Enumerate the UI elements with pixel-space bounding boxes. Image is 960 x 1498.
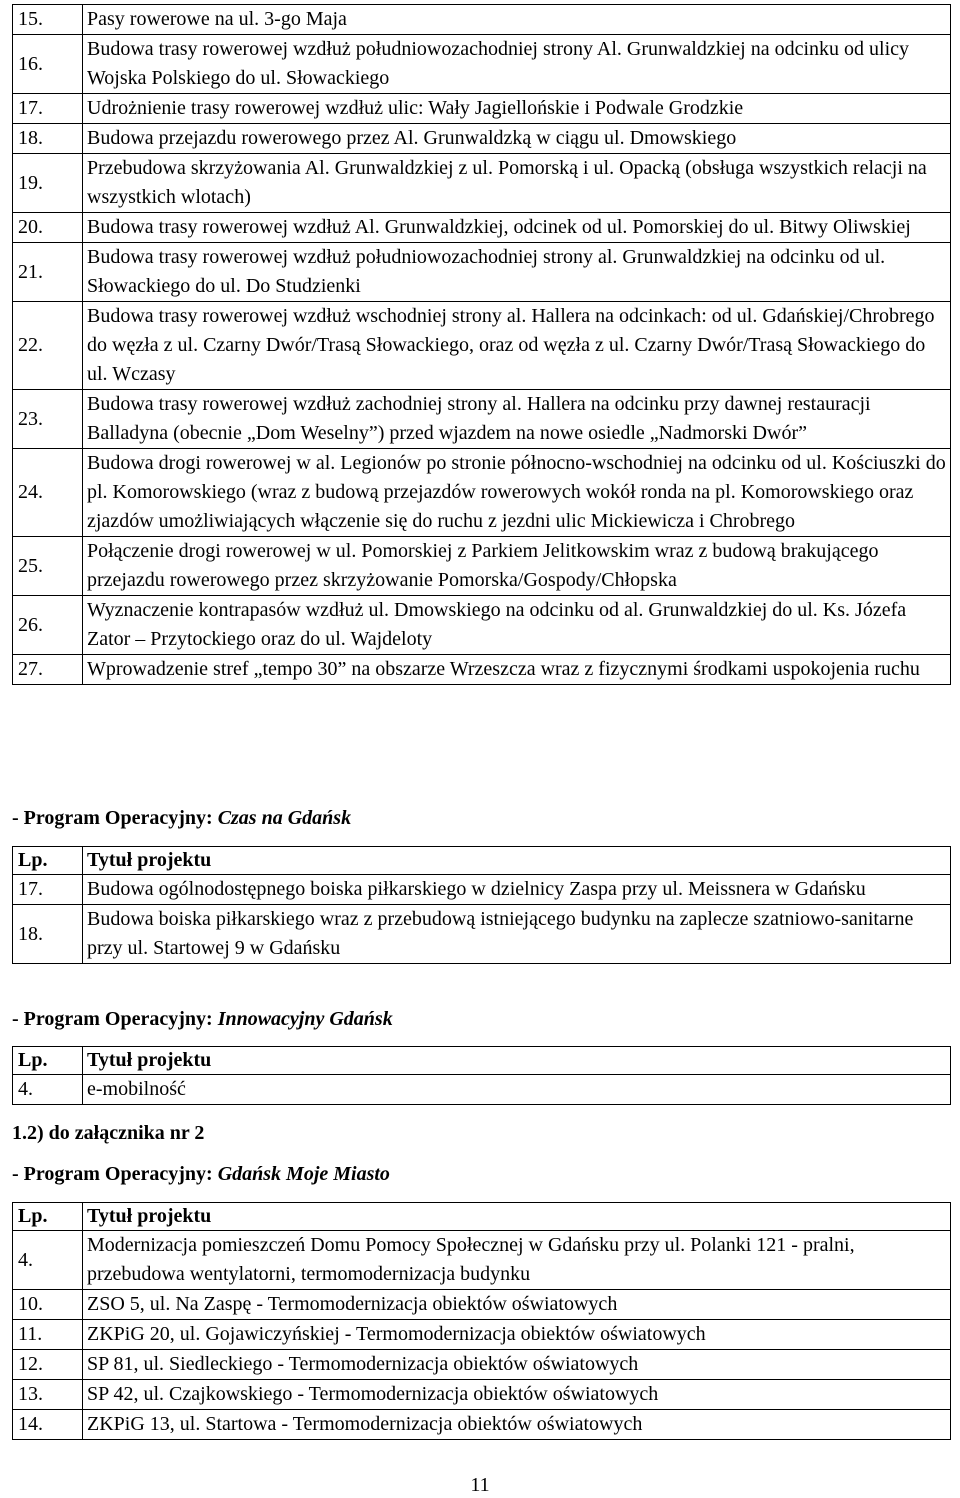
row-number: 16. — [13, 35, 83, 94]
row-number: 21. — [13, 243, 83, 302]
project-title: ZKPiG 13, ul. Startowa - Termomodernizacja obiektów oświatowych — [83, 1410, 951, 1440]
project-title: Budowa drogi rowerowej w al. Legionów po stronie północno-wschodniej na odcinku od ul. Kościuszki do pl. Komorowskiego (wraz z budową przejazdów rowerowych wokół ronda na pl. Komorowskiego oraz zjazdów umożliwiających włączenie się do ruchu z jezdni ulic Mickiewicza i Chrobrego — [83, 449, 951, 537]
project-title: ZSO 5, ul. Na Zaspę - Termomodernizacja obiektów oświatowych — [83, 1290, 951, 1320]
section-prefix: - Program Operacyjny: — [12, 807, 218, 829]
page-number: 11 — [470, 1474, 490, 1496]
header-lp: Lp. — [13, 1047, 83, 1075]
project-title: Budowa trasy rowerowej wzdłuż południowozachodniej strony Al. Grunwaldzkiej na odcinku od ulicy Wojska Polskiego do ul. Słowackiego — [83, 35, 951, 94]
table-row — [13, 596, 951, 655]
row-number: 20. — [13, 213, 83, 243]
table-row — [13, 1320, 951, 1350]
project-title: Modernizacja pomieszczeń Domu Pomocy Społecznej w Gdańsku przy ul. Polanki 121 - pralni, przebudowa wentylatorni, termomodernizacja budynku — [83, 1231, 951, 1290]
row-number: 4. — [13, 1075, 83, 1105]
header-title: Tytuł projektu — [83, 847, 951, 875]
table-row — [13, 1075, 951, 1105]
projects-table-3-body — [13, 1047, 951, 1105]
section-name: Innowacyjny Gdańsk — [217, 1008, 393, 1030]
projects-table-1 — [12, 4, 951, 685]
table-row — [13, 1380, 951, 1410]
section-heading-gdansk-moje-miasto — [12, 1160, 390, 1188]
row-number: 22. — [13, 302, 83, 390]
row-number: 26. — [13, 596, 83, 655]
project-title: Wyznaczenie kontrapasów wzdłuż ul. Dmowskiego na odcinku od al. Grunwaldzkiej do ul. Ks. Józefa Zator – Przytockiego oraz do ul. Wajdeloty — [83, 596, 951, 655]
project-title: ZKPiG 20, ul. Gojawiczyńskiej - Termomodernizacja obiektów oświatowych — [83, 1320, 951, 1350]
projects-table-4 — [12, 1202, 951, 1440]
row-number: 25. — [13, 537, 83, 596]
header-lp: Lp. — [13, 847, 83, 875]
section-prefix: - Program Operacyjny: — [12, 1008, 218, 1030]
table-row — [13, 1290, 951, 1320]
row-number: 11. — [13, 1320, 83, 1350]
table-row — [13, 1231, 951, 1290]
table-row — [13, 905, 951, 964]
table-row — [13, 5, 951, 35]
table-row — [13, 655, 951, 685]
attachment-heading: 1.2) do załącznika nr 2 — [12, 1122, 205, 1144]
project-title: e-mobilność — [83, 1075, 951, 1105]
table-row — [13, 213, 951, 243]
table-row — [13, 154, 951, 213]
project-title: Budowa trasy rowerowej wzdłuż południowozachodniej strony al. Grunwaldzkiej na odcinku od ul. Słowackiego do ul. Do Studzienki — [83, 243, 951, 302]
projects-table-3 — [12, 1046, 951, 1105]
projects-table-2 — [12, 846, 951, 964]
project-title: Budowa trasy rowerowej wzdłuż wschodniej strony al. Hallera na odcinkach: od ul. Gdańskiej/Chrobrego do węzła z ul. Czarny Dwór/Trasą Słowackiego, oraz od węzła z ul. Czarny Dwór/Trasą Słowackiego do ul. Wczasy — [83, 302, 951, 390]
table-row — [13, 94, 951, 124]
header-title: Tytuł projektu — [83, 1203, 951, 1231]
row-number: 14. — [13, 1410, 83, 1440]
row-number: 13. — [13, 1380, 83, 1410]
row-number: 23. — [13, 390, 83, 449]
table-row — [13, 35, 951, 94]
row-number: 19. — [13, 154, 83, 213]
row-number: 10. — [13, 1290, 83, 1320]
row-number: 12. — [13, 1350, 83, 1380]
table-header-row — [13, 847, 951, 875]
section-name: Gdańsk Moje Miasto — [217, 1163, 390, 1185]
row-number: 17. — [13, 875, 83, 905]
row-number: 15. — [13, 5, 83, 35]
section-prefix: - Program Operacyjny: — [12, 1163, 218, 1185]
table-row — [13, 875, 951, 905]
project-title: Budowa trasy rowerowej wzdłuż Al. Grunwaldzkiej, odcinek od ul. Pomorskiej do ul. Bitwy Oliwskiej — [83, 213, 951, 243]
header-lp: Lp. — [13, 1203, 83, 1231]
projects-table-1-body — [13, 5, 951, 685]
header-title: Tytuł projektu — [83, 1047, 951, 1075]
project-title: Udrożnienie trasy rowerowej wzdłuż ulic: Wały Jagiellońskie i Podwale Grodzkie — [83, 94, 951, 124]
project-title: Przebudowa skrzyżowania Al. Grunwaldzkiej z ul. Pomorską i ul. Opacką (obsługa wszystkich relacji na wszystkich wlotach) — [83, 154, 951, 213]
row-number: 24. — [13, 449, 83, 537]
table-header-row — [13, 1203, 951, 1231]
project-title: Budowa trasy rowerowej wzdłuż zachodniej strony al. Hallera na odcinku przy dawnej restauracji Balladyna (obecnie „Dom Weselny”) przed wjazdem na nowe osiedle „Nadmorski Dwór” — [83, 390, 951, 449]
projects-table-4-body — [13, 1203, 951, 1440]
section-name: Czas na Gdańsk — [217, 807, 352, 829]
project-title: Wprowadzenie stref „tempo 30” na obszarze Wrzeszcza wraz z fizycznymi środkami uspokojenia ruchu — [83, 655, 951, 685]
table-row — [13, 243, 951, 302]
project-title: Budowa boiska piłkarskiego wraz z przebudową istniejącego budynku na zaplecze szatniowo-sanitarne przy ul. Startowej 9 w Gdańsku — [83, 905, 951, 964]
project-title: Budowa ogólnodostępnego boiska piłkarskiego w dzielnicy Zaspa przy ul. Meissnera w Gdańsku — [83, 875, 951, 905]
row-number: 27. — [13, 655, 83, 685]
row-number: 18. — [13, 124, 83, 154]
table-row — [13, 390, 951, 449]
projects-table-2-body — [13, 847, 951, 964]
project-title: Pasy rowerowe na ul. 3-go Maja — [83, 5, 951, 35]
row-number: 18. — [13, 905, 83, 964]
row-number: 17. — [13, 94, 83, 124]
project-title: SP 42, ul. Czajkowskiego - Termomodernizacja obiektów oświatowych — [83, 1380, 951, 1410]
project-title: SP 81, ul. Siedleckiego - Termomodernizacja obiektów oświatowych — [83, 1350, 951, 1380]
table-row — [13, 124, 951, 154]
section-heading-innowacyjny-gdansk — [12, 1005, 393, 1033]
table-row — [13, 1350, 951, 1380]
table-header-row — [13, 1047, 951, 1075]
table-row — [13, 302, 951, 390]
project-title: Połączenie drogi rowerowej w ul. Pomorskiej z Parkiem Jelitkowskim wraz z budową brakującego przejazdu rowerowego przez skrzyżowanie Pomorska/Gospody/Chłopska — [83, 537, 951, 596]
table-row — [13, 449, 951, 537]
row-number: 4. — [13, 1231, 83, 1290]
table-row — [13, 537, 951, 596]
project-title: Budowa przejazdu rowerowego przez Al. Grunwaldzką w ciągu ul. Dmowskiego — [83, 124, 951, 154]
section-heading-czas-na-gdansk — [12, 804, 351, 832]
table-row — [13, 1410, 951, 1440]
